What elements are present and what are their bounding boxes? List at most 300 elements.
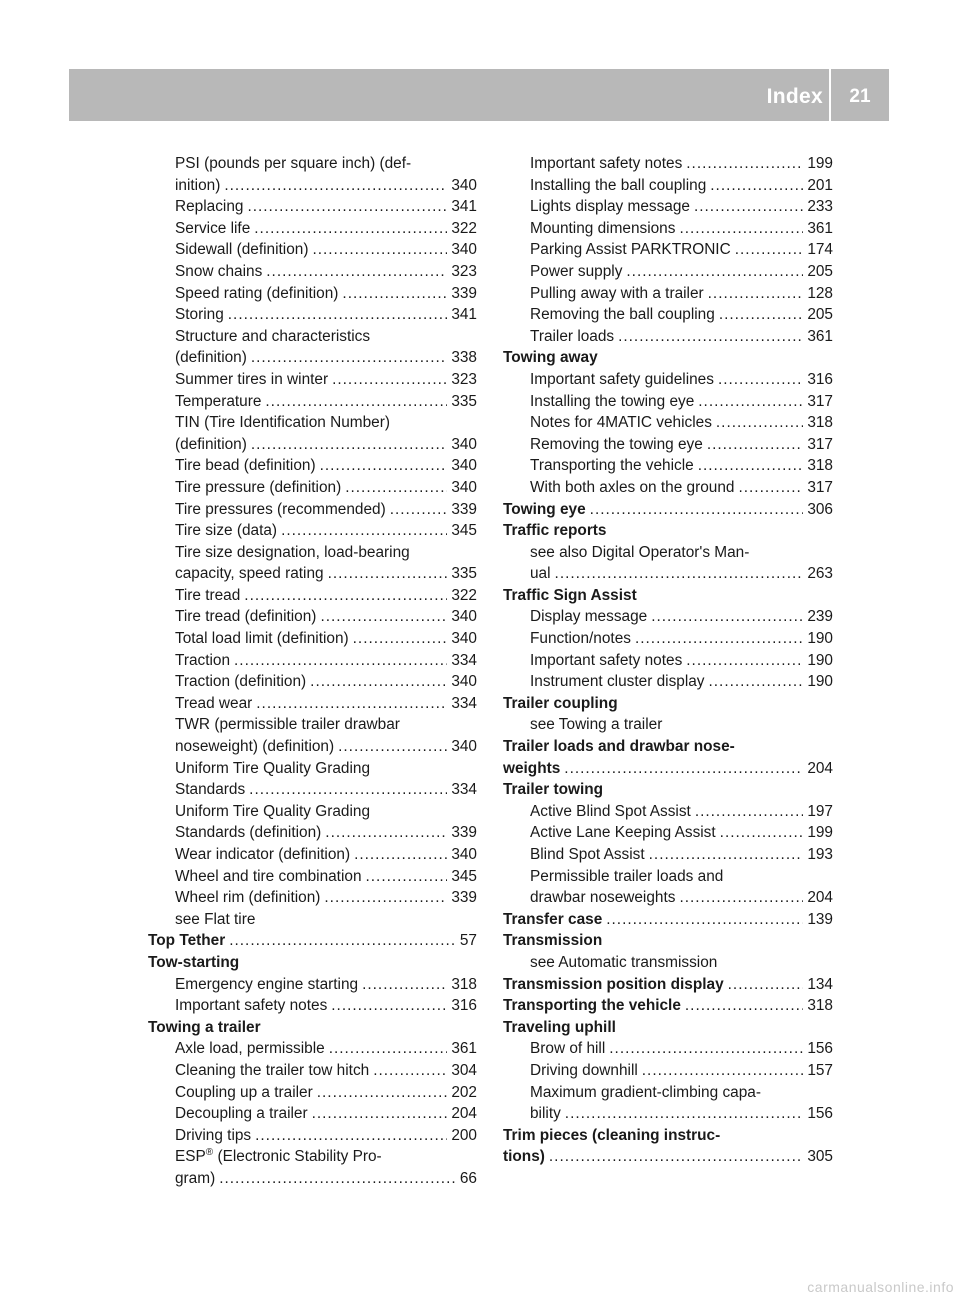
page-ref: 361 <box>451 1040 477 1058</box>
page-ref: 174 <box>807 241 833 259</box>
entry-label: Service life <box>175 219 251 237</box>
entry-label: Transporting the vehicle <box>503 997 681 1015</box>
leader-dots <box>342 283 447 305</box>
page-ref: 322 <box>451 219 477 237</box>
page-ref: 338 <box>451 349 477 367</box>
page-ref: 340 <box>451 176 477 194</box>
index-entry <box>148 909 477 931</box>
index-heading <box>503 758 833 780</box>
page-ref: 316 <box>807 370 833 388</box>
entry-text <box>175 693 252 715</box>
entry-text <box>530 153 682 175</box>
entry-text <box>530 477 734 499</box>
index-entry <box>503 822 833 844</box>
entry-text <box>503 779 603 801</box>
index-entry <box>503 542 833 564</box>
index-entry <box>148 974 477 996</box>
page-ref: 345 <box>451 522 477 540</box>
index-entry <box>148 434 477 456</box>
entry-text <box>148 952 239 974</box>
entry-label: Brow of hill <box>530 1040 606 1058</box>
index-entry <box>148 606 477 628</box>
leader-dots <box>686 153 803 175</box>
index-entry <box>503 283 833 305</box>
index-entry <box>148 1038 477 1060</box>
page-ref: 318 <box>807 997 833 1015</box>
entry-label: Uniform Tire Quality Grading <box>175 759 371 777</box>
entry-label: Traffic Sign Assist <box>503 586 637 604</box>
entry-text <box>175 606 316 628</box>
entry-text <box>530 218 675 240</box>
entry-text <box>175 671 306 693</box>
entry-label: Towing eye <box>503 500 586 518</box>
index-entry <box>148 1146 477 1168</box>
index-entry <box>148 1082 477 1104</box>
entry-text <box>175 1168 215 1190</box>
index-entry <box>148 520 477 542</box>
entry-text <box>175 714 400 736</box>
page-ref: 205 <box>807 262 833 280</box>
entry-label: Important safety notes <box>530 651 683 669</box>
entry-label: Tire bead (definition) <box>175 457 316 475</box>
leader-dots <box>709 671 804 693</box>
page-ref: 304 <box>451 1061 477 1079</box>
index-entry <box>503 952 833 974</box>
entry-label: bility <box>530 1105 561 1123</box>
page-ref: 323 <box>451 262 477 280</box>
page-ref: 322 <box>451 586 477 604</box>
index-entry <box>148 261 477 283</box>
index-heading <box>148 930 477 952</box>
entry-text <box>175 909 255 931</box>
index-heading <box>503 347 833 369</box>
entry-label: Notes for 4MATIC vehicles <box>530 414 712 432</box>
leader-dots <box>354 844 447 866</box>
entry-label: Driving downhill <box>530 1061 638 1079</box>
entry-text <box>175 261 262 283</box>
leader-dots <box>255 1125 447 1147</box>
page-ref: 318 <box>807 457 833 475</box>
leader-dots <box>735 239 804 261</box>
entry-label: Structure and characteristics <box>175 327 371 345</box>
leader-dots <box>329 1038 448 1060</box>
entry-label: Maximum gradient-climbing capa- <box>530 1083 761 1101</box>
entry-text <box>175 995 327 1017</box>
entry-text <box>503 758 560 780</box>
page-ref: 66 <box>459 1169 477 1187</box>
entry-text <box>530 239 731 261</box>
index-entry <box>148 650 477 672</box>
entry-label: (definition) <box>175 435 247 453</box>
registered-mark: ® <box>205 1147 214 1159</box>
page-ref: 340 <box>451 738 477 756</box>
index-entry <box>503 866 833 888</box>
entry-text <box>530 887 675 909</box>
entry-text <box>175 1060 369 1082</box>
page-ref: 190 <box>807 630 833 648</box>
leader-dots <box>249 779 447 801</box>
entry-label: Temperature <box>175 392 262 410</box>
entry-text <box>175 175 220 197</box>
index-heading <box>148 1017 477 1039</box>
entry-text <box>530 455 694 477</box>
entry-text <box>530 412 712 434</box>
entry-label: (definition) <box>175 349 247 367</box>
entry-text <box>530 326 614 348</box>
entry-text <box>530 844 645 866</box>
index-entry <box>503 218 833 240</box>
leader-dots <box>324 887 447 909</box>
page-ref: 197 <box>807 802 833 820</box>
index-entry <box>148 391 477 413</box>
index-entry <box>503 412 833 434</box>
leader-dots <box>312 1103 448 1125</box>
entry-label: Towing a trailer <box>148 1018 261 1036</box>
index-entry <box>503 477 833 499</box>
entry-label: Tire pressure (definition) <box>175 478 342 496</box>
entry-text <box>175 650 230 672</box>
index-heading <box>503 930 833 952</box>
leader-dots <box>228 304 448 326</box>
index-entry <box>148 693 477 715</box>
leader-dots <box>716 412 803 434</box>
entry-label: Wear indicator (definition) <box>175 846 351 863</box>
page-ref: 134 <box>807 975 833 993</box>
leader-dots <box>555 563 804 585</box>
entry-label: Power supply <box>530 262 623 280</box>
entry-label: Traveling uphill <box>503 1018 616 1036</box>
page-ref: 239 <box>807 608 833 626</box>
entry-label: Tire size (data) <box>175 522 278 540</box>
entry-text <box>175 153 411 175</box>
page-ref: 193 <box>807 846 833 863</box>
leader-dots <box>720 822 804 844</box>
page-ref: 317 <box>807 478 833 496</box>
entry-label: Total load limit (definition) <box>175 630 349 648</box>
entry-text <box>175 520 277 542</box>
entry-text <box>530 1082 761 1104</box>
entry-label: Transfer case <box>503 910 603 928</box>
index-entry <box>503 628 833 650</box>
index-entry <box>503 196 833 218</box>
entry-text <box>503 1125 720 1147</box>
entry-text <box>175 196 243 218</box>
leader-dots <box>320 606 447 628</box>
leader-dots <box>373 1060 447 1082</box>
index-entry <box>503 844 833 866</box>
index-entry <box>148 628 477 650</box>
entry-label: Standards <box>175 781 246 799</box>
entry-label: Speed rating (definition) <box>175 284 339 302</box>
entry-text <box>175 347 247 369</box>
leader-dots <box>310 671 447 693</box>
index-entry <box>148 1060 477 1082</box>
index-entry <box>503 606 833 628</box>
entry-label: Function/notes <box>530 630 631 648</box>
entry-text <box>530 563 551 585</box>
index-entry <box>148 347 477 369</box>
page-ref: 205 <box>807 306 833 324</box>
entry-text <box>175 974 358 996</box>
entry-label: Trailer towing <box>503 781 604 799</box>
index-entry <box>503 1060 833 1082</box>
entry-text <box>503 499 586 521</box>
entry-text <box>503 736 735 758</box>
page-ref: 334 <box>451 694 477 712</box>
index-entry <box>503 1103 833 1125</box>
leader-dots <box>265 391 447 413</box>
entry-text <box>530 822 716 844</box>
index-heading <box>503 909 833 931</box>
index-heading <box>503 974 833 996</box>
index-heading <box>503 1017 833 1039</box>
entry-text <box>530 304 715 326</box>
entry-text <box>530 283 704 305</box>
page-ref: 340 <box>451 478 477 496</box>
entry-label: With both axles on the ground <box>530 478 735 496</box>
leader-dots <box>234 650 447 672</box>
leader-dots <box>698 391 803 413</box>
entry-text <box>530 369 714 391</box>
entry-label: Lights display message <box>530 198 690 216</box>
leader-dots <box>362 974 447 996</box>
entry-label: Active Blind Spot Assist <box>530 802 691 820</box>
page-ref: 341 <box>451 198 477 216</box>
entry-label: gram) <box>175 1169 216 1187</box>
entry-text <box>530 1103 561 1125</box>
entry-text <box>503 585 637 607</box>
entry-label: Traction <box>175 651 231 669</box>
page-ref: 233 <box>807 198 833 216</box>
entry-label: Traction (definition) <box>175 673 307 691</box>
entry-label: Instrument cluster display <box>530 673 705 691</box>
page-ref: 339 <box>451 824 477 842</box>
entry-label: Uniform Tire Quality Grading <box>175 802 371 820</box>
index-entry <box>503 1082 833 1104</box>
index-entry <box>148 758 477 780</box>
entry-label: Towing away <box>503 349 598 367</box>
entry-text <box>175 283 338 305</box>
entry-text <box>175 391 261 413</box>
entry-text <box>175 455 316 477</box>
entry-label: ESP <box>175 1148 206 1166</box>
page-ref: 204 <box>451 1105 477 1123</box>
leader-dots <box>718 369 803 391</box>
entry-label: Decoupling a trailer <box>175 1105 308 1123</box>
entry-text <box>503 930 602 952</box>
leader-dots <box>565 1103 804 1125</box>
entry-text <box>530 801 691 823</box>
page-ref: 361 <box>807 219 833 237</box>
entry-text <box>530 952 717 974</box>
index-entry <box>148 239 477 261</box>
entry-text <box>530 628 631 650</box>
index-entry <box>148 585 477 607</box>
index-entry <box>148 822 477 844</box>
index-entry <box>148 779 477 801</box>
index-entry <box>148 736 477 758</box>
index-entry <box>148 175 477 197</box>
entry-label: TIN (Tire Identification Number) <box>175 414 390 432</box>
leader-dots <box>626 261 803 283</box>
entry-label: tions) <box>503 1148 545 1166</box>
entry-label: Pulling away with a trailer <box>530 284 704 302</box>
page-ref: 318 <box>807 414 833 432</box>
page-ref: 190 <box>807 651 833 669</box>
index-entry <box>503 369 833 391</box>
leader-dots <box>229 930 456 952</box>
index-entry <box>503 175 833 197</box>
entry-text <box>175 801 370 823</box>
entry-label: Wheel and tire combination <box>175 867 362 885</box>
entry-label: ual <box>530 565 551 583</box>
index-entry <box>503 304 833 326</box>
index-heading <box>503 499 833 521</box>
page-ref: 199 <box>807 155 833 172</box>
leader-dots <box>679 887 803 909</box>
index-entry <box>148 1125 477 1147</box>
watermark: carmanualsonline.info <box>807 1279 954 1295</box>
leader-dots <box>256 693 447 715</box>
index-entry <box>148 887 477 909</box>
leader-dots <box>312 239 447 261</box>
entry-text <box>530 606 647 628</box>
index-entry <box>503 801 833 823</box>
entry-label: Mounting dimensions <box>530 219 676 237</box>
page-number: 21 <box>849 86 871 107</box>
page-ref: 157 <box>807 1061 833 1079</box>
entry-text <box>530 1038 605 1060</box>
leader-dots <box>710 175 803 197</box>
page-ref: 339 <box>451 500 477 518</box>
index-column-right <box>503 153 833 1168</box>
entry-label: Tire pressures (recommended) <box>175 500 386 518</box>
entry-label: Important safety notes <box>530 155 683 172</box>
page-ref: 341 <box>451 306 477 324</box>
entry-text <box>530 175 706 197</box>
entry-text <box>530 1060 638 1082</box>
leader-dots <box>695 801 803 823</box>
entry-text <box>175 1146 382 1168</box>
entry-text <box>175 779 245 801</box>
index-column-left <box>148 153 477 1190</box>
index-heading <box>503 520 833 542</box>
entry-label: Emergency engine starting <box>175 975 359 993</box>
leader-dots <box>251 434 447 456</box>
leader-dots <box>708 283 804 305</box>
index-entry <box>148 283 477 305</box>
entry-label: Display message <box>530 608 648 626</box>
leader-dots <box>618 326 803 348</box>
page-ref: 340 <box>451 846 477 863</box>
page-ref: 200 <box>451 1126 477 1144</box>
entry-label: see Automatic transmission <box>530 953 718 971</box>
page-ref: 334 <box>451 651 477 669</box>
entry-text <box>175 369 328 391</box>
leader-dots <box>325 822 447 844</box>
index-heading <box>503 995 833 1017</box>
leader-dots <box>317 1082 448 1104</box>
entry-text <box>175 563 324 585</box>
leader-dots <box>651 606 803 628</box>
entry-label: Trim pieces (cleaning instruc- <box>503 1126 721 1144</box>
leader-dots <box>719 304 804 326</box>
entry-label: Parking Assist PARKTRONIC <box>530 241 731 259</box>
index-entry <box>503 1038 833 1060</box>
entry-text <box>175 218 250 240</box>
leader-dots <box>635 628 803 650</box>
entry-text <box>530 650 682 672</box>
entry-text <box>503 1017 616 1039</box>
page-ref: 335 <box>451 565 477 583</box>
leader-dots <box>338 736 447 758</box>
leader-dots <box>390 499 448 521</box>
page-ref: 345 <box>451 867 477 885</box>
entry-label: Sidewall (definition) <box>175 241 309 259</box>
page-ref: 204 <box>807 759 833 777</box>
entry-text <box>530 261 622 283</box>
entry-label: Important safety notes <box>175 997 328 1015</box>
entry-label: Tow-starting <box>148 953 240 971</box>
entry-label: Snow chains <box>175 262 263 280</box>
index-entry <box>503 239 833 261</box>
entry-text <box>175 542 410 564</box>
entry-text <box>148 930 225 952</box>
entry-label: PSI (pounds per square inch) (def- <box>175 155 412 172</box>
entry-text <box>175 758 370 780</box>
leader-dots <box>345 477 447 499</box>
leader-dots <box>642 1060 804 1082</box>
index-entry <box>503 714 833 736</box>
leader-dots <box>590 499 804 521</box>
page-ref: 57 <box>459 932 477 950</box>
page-ref: 339 <box>451 284 477 302</box>
entry-label: Axle load, permissible <box>175 1040 325 1058</box>
entry-label: Storing <box>175 306 224 324</box>
entry-text <box>175 1038 325 1060</box>
page-ref: 340 <box>451 435 477 453</box>
leader-dots <box>254 218 447 240</box>
entry-text <box>530 714 662 736</box>
index-heading <box>503 779 833 801</box>
page-ref: 263 <box>807 565 833 583</box>
entry-label: Summer tires in winter <box>175 370 329 388</box>
index-entry <box>148 563 477 585</box>
page-ref: 305 <box>807 1148 833 1166</box>
page-ref: 334 <box>451 781 477 799</box>
leader-dots <box>224 175 447 197</box>
page-header <box>69 69 889 121</box>
index-entry <box>503 261 833 283</box>
entry-label: Traffic reports <box>503 522 607 540</box>
entry-label: Active Lane Keeping Assist <box>530 824 716 842</box>
index-entry <box>148 1168 477 1190</box>
page-ref: 340 <box>451 241 477 259</box>
leader-dots <box>698 455 804 477</box>
index-entry <box>503 650 833 672</box>
entry-text <box>175 1125 251 1147</box>
index-entry <box>503 391 833 413</box>
leader-dots <box>266 261 447 283</box>
index-heading <box>503 1146 833 1168</box>
index-entry <box>148 995 477 1017</box>
entry-text <box>175 434 247 456</box>
header-title: Index <box>766 85 823 108</box>
index-heading <box>503 736 833 758</box>
leader-dots <box>328 563 448 585</box>
page-ref: 316 <box>451 997 477 1015</box>
index-entry <box>148 866 477 888</box>
